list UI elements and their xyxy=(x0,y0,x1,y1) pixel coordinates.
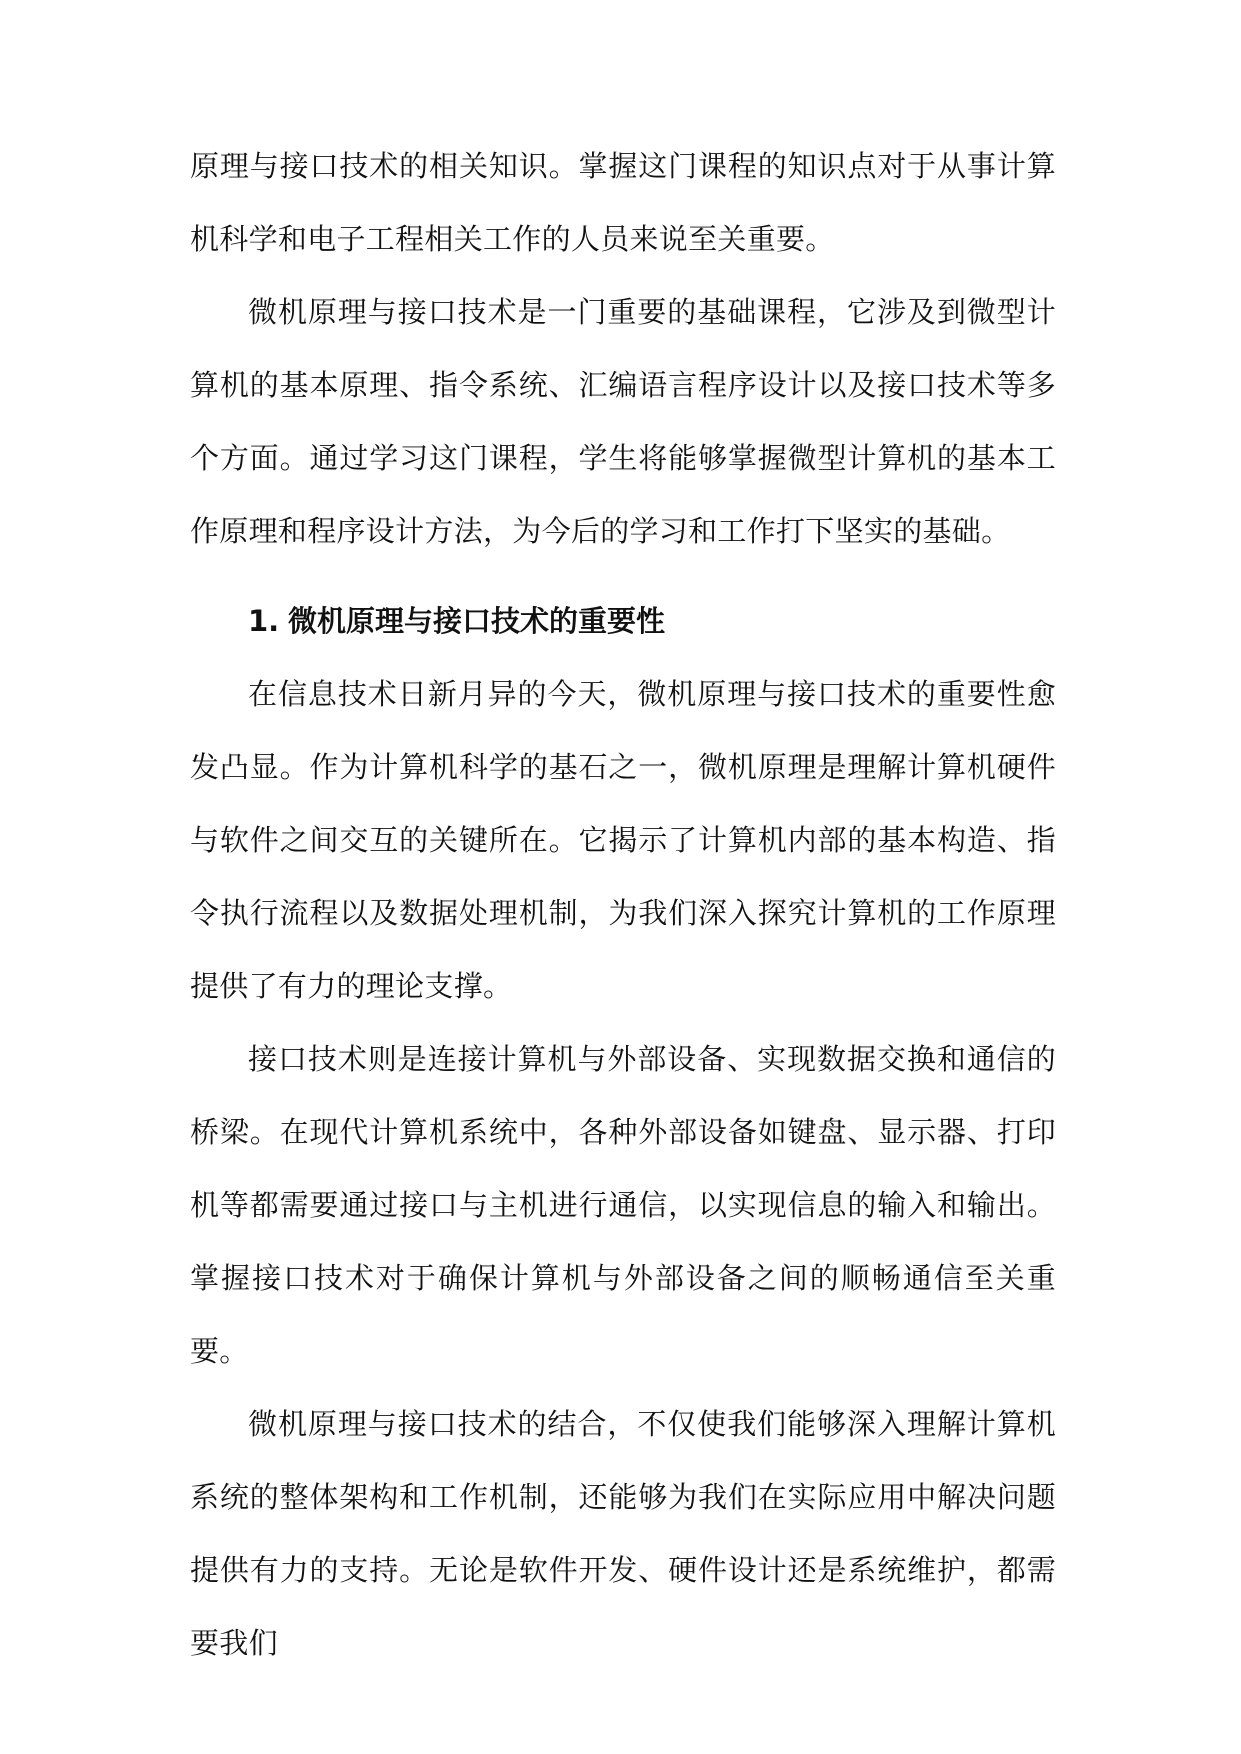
paragraph-combination: 微机原理与接口技术的结合，不仅使我们能够深入理解计算机系统的整体架构和工作机制，还能够为我们在实际应用中解决问题提供有力的支持。无论是软件开发、硬件设计还是系统维护，都需要我们 xyxy=(190,1407,1056,1660)
paragraph-continued: 原理与接口技术的相关知识。掌握这门课程的知识点对于从事计算机科学和电子工程相关工作的人员来说至关重要。 xyxy=(190,149,1056,256)
paragraph-importance: 在信息技术日新月异的今天，微机原理与接口技术的重要性愈发凸显。作为计算机科学的基石之一，微机原理是理解计算机硬件与软件之间交互的关键所在。它揭示了计算机内部的基本构造、指令执行流程以及数据处理机制，为我们深入探究计算机的工作原理提供了有力的理论支撑。 xyxy=(190,677,1056,1003)
section-number: 1. xyxy=(248,604,280,638)
section-heading xyxy=(190,585,1056,658)
paragraph-interface: 接口技术则是连接计算机与外部设备、实现数据交换和通信的桥梁。在现代计算机系统中，各种外部设备如键盘、显示器、打印机等都需要通过接口与主机进行通信，以实现信息的输入和输出。掌握接口技术对于确保计算机与外部设备之间的顺畅通信至关重要。 xyxy=(190,1042,1056,1368)
paragraph-course-overview: 微机原理与接口技术是一门重要的基础课程，它涉及到微型计算机的基本原理、指令系统、汇编语言程序设计以及接口技术等多个方面。通过学习这门课程，学生将能够掌握微型计算机的基本工作原理和程序设计方法，为今后的学习和工作打下坚实的基础。 xyxy=(190,295,1056,548)
document-page xyxy=(190,130,1056,1680)
section-title: 微机原理与接口技术的重要性 xyxy=(288,604,666,638)
